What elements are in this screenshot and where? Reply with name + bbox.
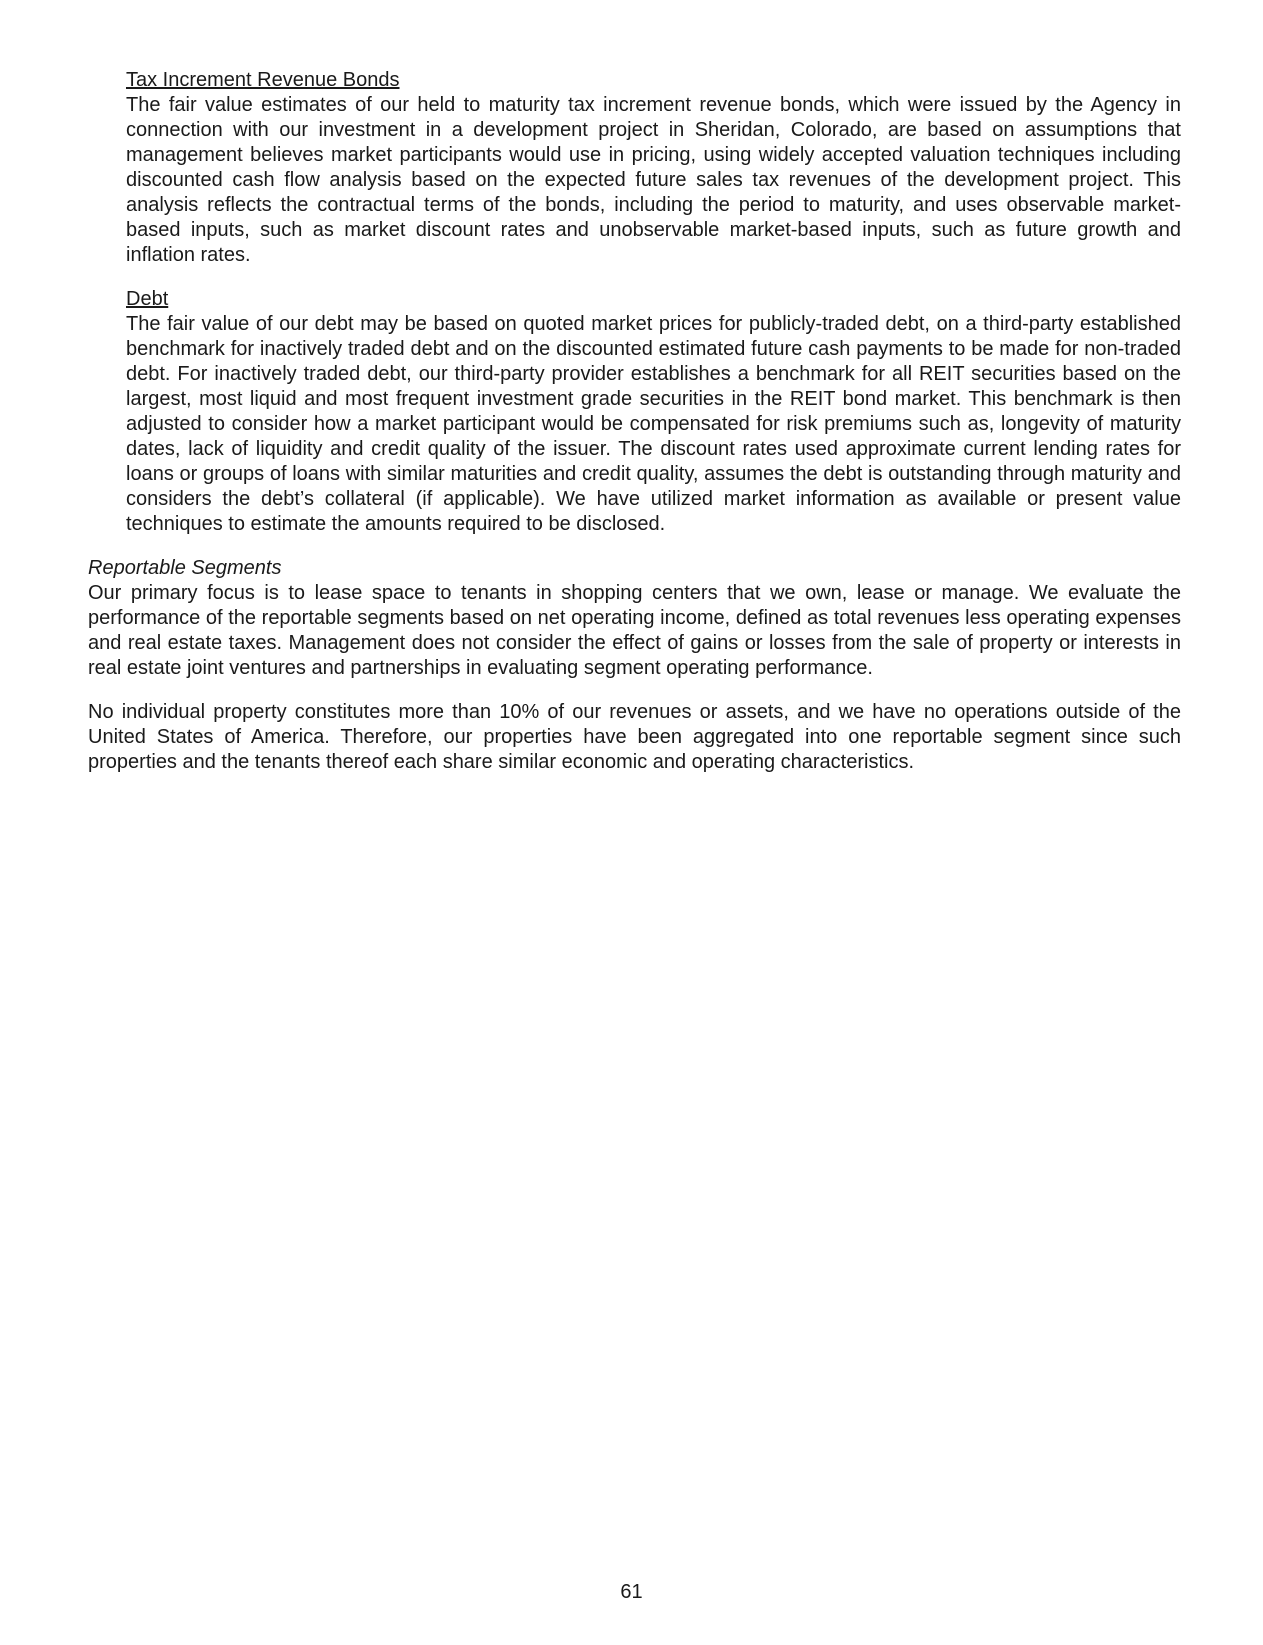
segment-aggregation-section xyxy=(88,700,1181,775)
tax-increment-heading: Tax Increment Revenue Bonds xyxy=(126,69,400,91)
reportable-segments-paragraph-1: Our primary focus is to lease space to tenants in shopping centers that we own, lease or manage. We evaluate the performance of the reportable segments based on net operating income, defined as total revenues less operating expenses and real estate taxes. Management does not consider the effect of gains or losses from the sale of property or interests in real estate joint ventures and partnerships in evaluating segment operating performance. xyxy=(88,582,1181,679)
reportable-segments-paragraph-2: No individual property constitutes more than 10% of our revenues or assets, and we have no operations outside of the United States of America. Therefore, our properties have been aggregated into one reportable segment since such properties and the tenants thereof each share similar economic and operating characteristics. xyxy=(88,701,1181,773)
page-number: 61 xyxy=(620,1581,643,1603)
tax-increment-section xyxy=(126,68,1181,268)
page-content xyxy=(88,68,1181,794)
debt-paragraph: The fair value of our debt may be based on quoted market prices for publicly-traded debt, on a third-party established benchmark for inactively traded debt and on the discounted estimated future cash payments to be made for non-traded debt. For inactively traded debt, our third-party provider establishes a benchmark for all REIT securities based on the largest, most liquid and most frequent investment grade securities in the REIT bond market. This benchmark is then adjusted to consider how a market participant would be compensated for risk premiums such as, longevity of maturity dates, lack of liquidity and credit quality of the issuer. The discount rates used approximate current lending rates for loans or groups of loans with similar maturities and credit quality, assumes the debt is outstanding through maturity and considers the debt’s collateral (if applicable). We have utilized market information as available or present value techniques to estimate the amounts required to be disclosed. xyxy=(126,313,1181,535)
debt-heading: Debt xyxy=(126,288,169,310)
reportable-segments-heading: Reportable Segments xyxy=(88,557,282,579)
reportable-segments-section xyxy=(88,556,1181,681)
tax-increment-paragraph: The fair value estimates of our held to maturity tax increment revenue bonds, which were issued by the Agency in connection with our investment in a development project in Sheridan, Colorado, are based on assumptions that management believes market participants would use in pricing, using widely accepted valuation techniques including discounted cash flow analysis based on the expected future sales tax revenues of the development project. This analysis reflects the contractual terms of the bonds, including the period to maturity, and uses observable market-based inputs, such as market discount rates and unobservable market-based inputs, such as future growth and inflation rates. xyxy=(126,94,1181,266)
debt-section xyxy=(126,287,1181,537)
